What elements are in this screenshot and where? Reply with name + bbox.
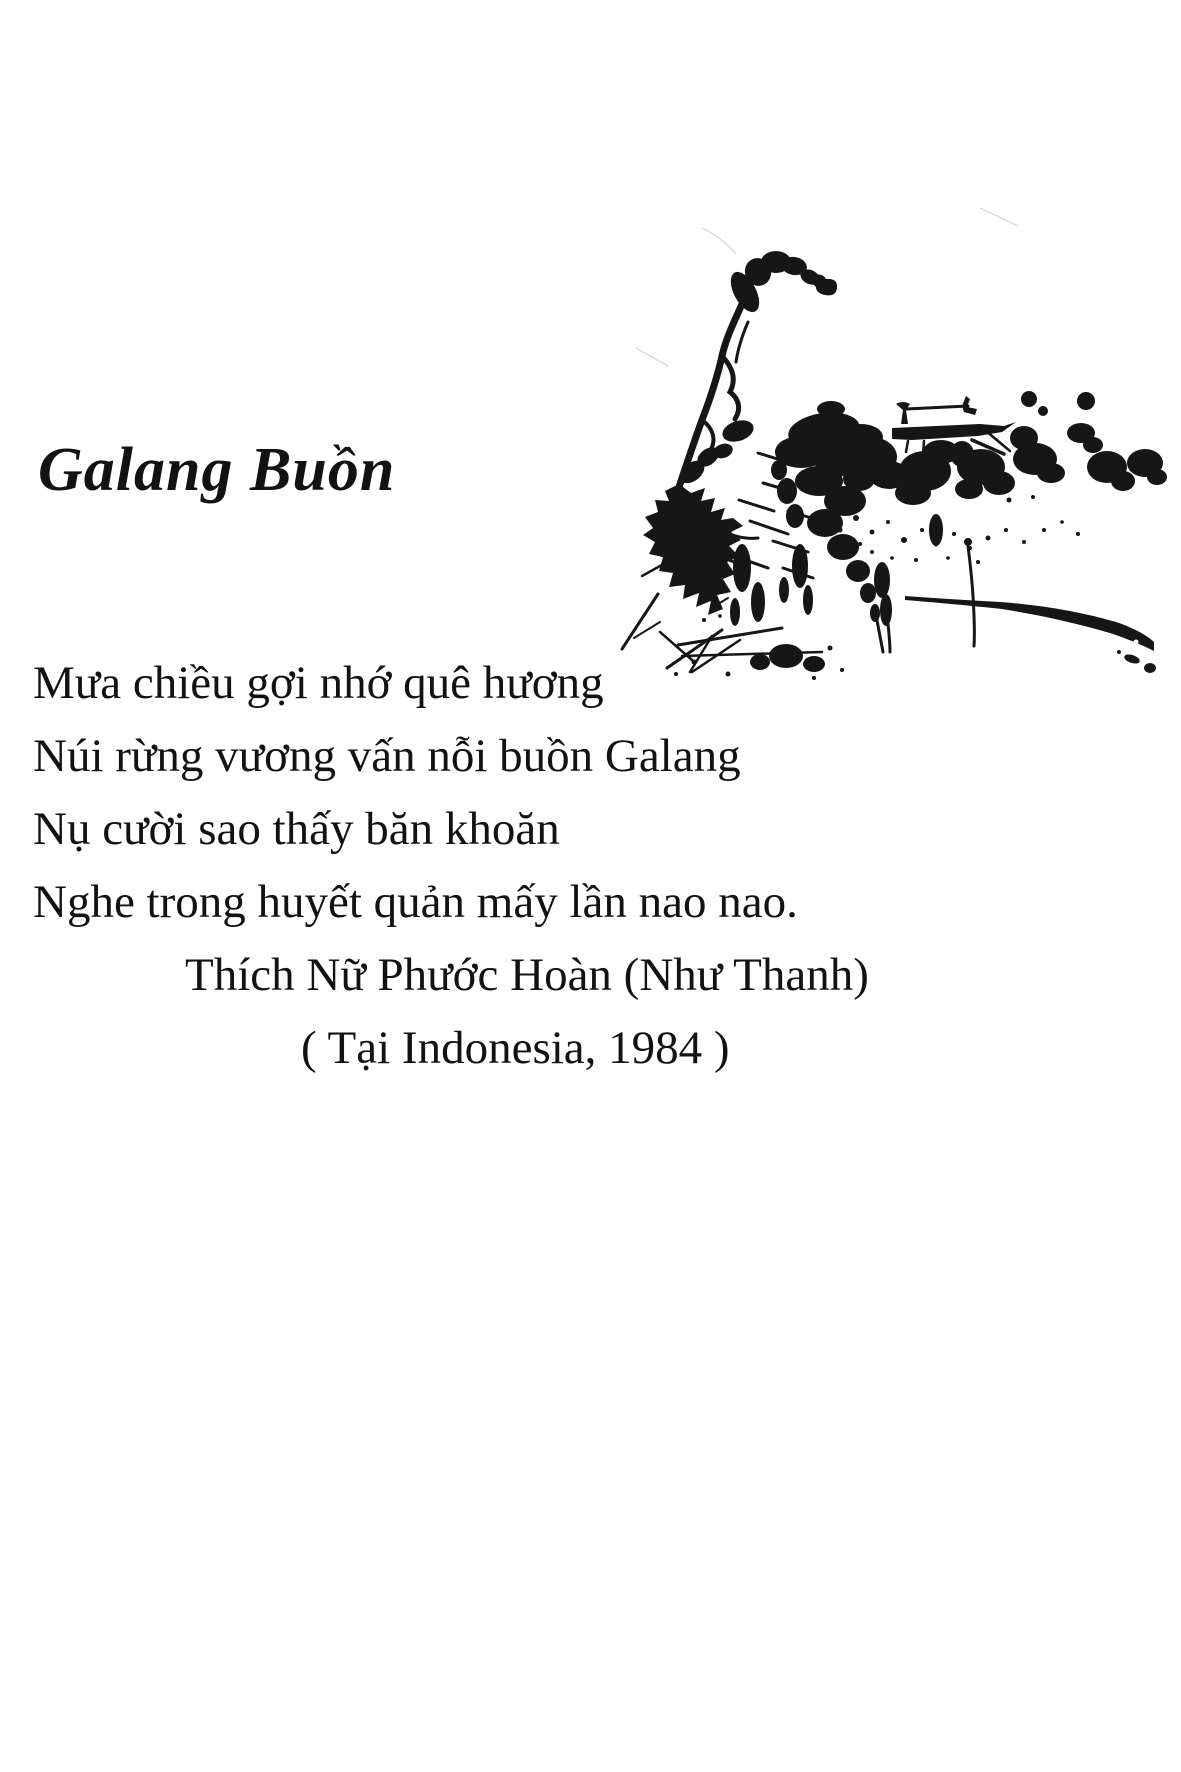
poem-place-date: ( Tại Indonesia, 1984 )	[301, 1022, 730, 1074]
poem-title: Galang Buồn	[38, 436, 396, 504]
poem-line-1: Mưa chiều gợi nhớ quê hương	[33, 657, 604, 709]
ink-speckles	[838, 495, 1081, 564]
poem-line-2: Núi rừng vương vấn nỗi buồn Galang	[33, 730, 741, 782]
poem-attribution: Thích Nữ Phước Hoàn (Như Thanh)	[185, 949, 869, 1001]
poem-line-3: Nụ cười sao thấy băn khoăn	[33, 803, 560, 855]
shoreline	[905, 596, 1156, 673]
cliff-tail-strokes	[622, 594, 660, 649]
poem-body	[33, 647, 869, 1085]
ink-landscape-illustration	[572, 200, 1181, 685]
ink-drip-head	[964, 538, 972, 546]
poem-line-4: Nghe trong huyết quản mấy lần nao nao.	[33, 876, 798, 928]
